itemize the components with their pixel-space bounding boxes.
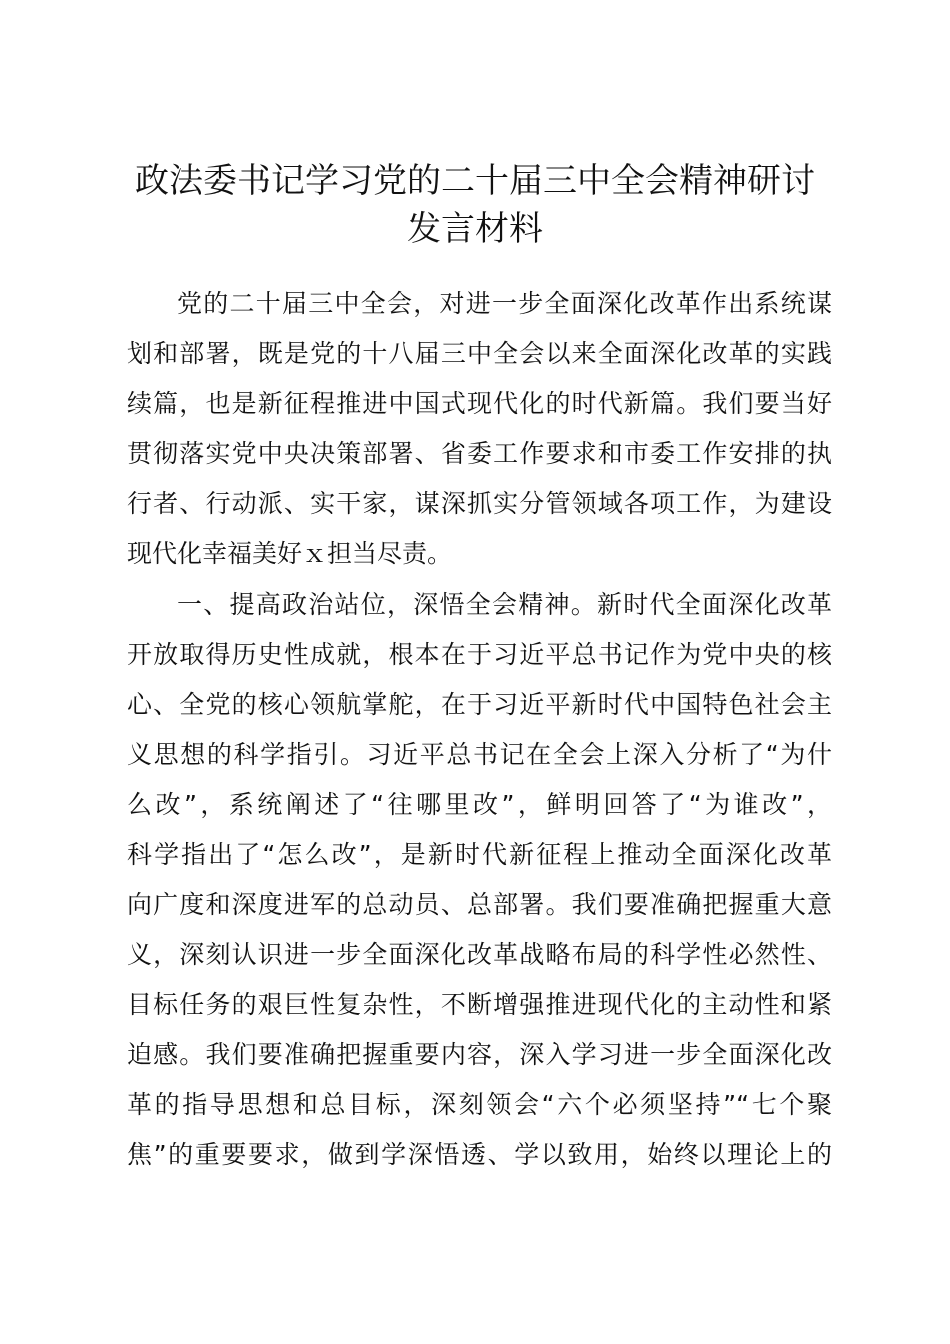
paragraph-1-line-3: 续篇，也是新征程推进中国式现代化的时代新篇。我们要当好 xyxy=(127,389,832,418)
document-title-line-2: 发言材料 xyxy=(407,209,543,249)
paragraph-1-line-2: 划和部署，既是党的十八届三中全会以来全面深化改革的实践 xyxy=(127,339,832,368)
paragraph-2-line-3: 心、全党的核心领航掌舵，在于习近平新时代中国特色社会主 xyxy=(127,690,832,719)
paragraph-1-line-5: 行者、行动派、实干家，谋深抓实分管领域各项工作，为建设 xyxy=(127,489,832,518)
paragraph-1-line-6: 现代化幸福美好ｘ担当尽责。 xyxy=(127,539,453,568)
paragraph-2-line-7: 向广度和深度进军的总动员、总部署。我们要准确把握重大意 xyxy=(127,890,832,919)
paragraph-2-line-5: 么改”，系统阐述了“往哪里改”，鲜明回答了“为谁改”， xyxy=(127,790,832,819)
paragraph-2-line-4: 义思想的科学指引。习近平总书记在全会上深入分析了“为什 xyxy=(127,740,832,769)
paragraph-1-line-4: 贯彻落实党中央决策部署、省委工作要求和市委工作安排的执 xyxy=(127,439,832,468)
document-title-line-1: 政法委书记学习党的二十届三中全会精神研讨 xyxy=(135,161,815,201)
paragraph-2-line-12: 焦”的重要要求，做到学深悟透、学以致用，始终以理论上的 xyxy=(127,1140,832,1169)
paragraph-2-line-2: 开放取得历史性成就，根本在于习近平总书记作为党中央的核 xyxy=(127,640,832,669)
paragraph-2-line-8: 义，深刻认识进一步全面深化改革战略布局的科学性必然性、 xyxy=(127,940,832,969)
paragraph-2-line-10: 迫感。我们要准确把握重要内容，深入学习进一步全面深化改 xyxy=(127,1040,832,1069)
paragraph-2-line-9: 目标任务的艰巨性复杂性，不断增强推进现代化的主动性和紧 xyxy=(127,990,832,1019)
paragraph-2-line-6: 科学指出了“怎么改”，是新时代新征程上推动全面深化改革 xyxy=(127,840,832,869)
paragraph-2-line-1: 一、提高政治站位，深悟全会精神。新时代全面深化改革 xyxy=(177,590,832,619)
paragraph-1-line-1: 党的二十届三中全会，对进一步全面深化改革作出系统谋 xyxy=(177,289,832,318)
paragraph-2-line-11: 革的指导思想和总目标，深刻领会“六个必须坚持”“七个聚 xyxy=(127,1090,832,1119)
